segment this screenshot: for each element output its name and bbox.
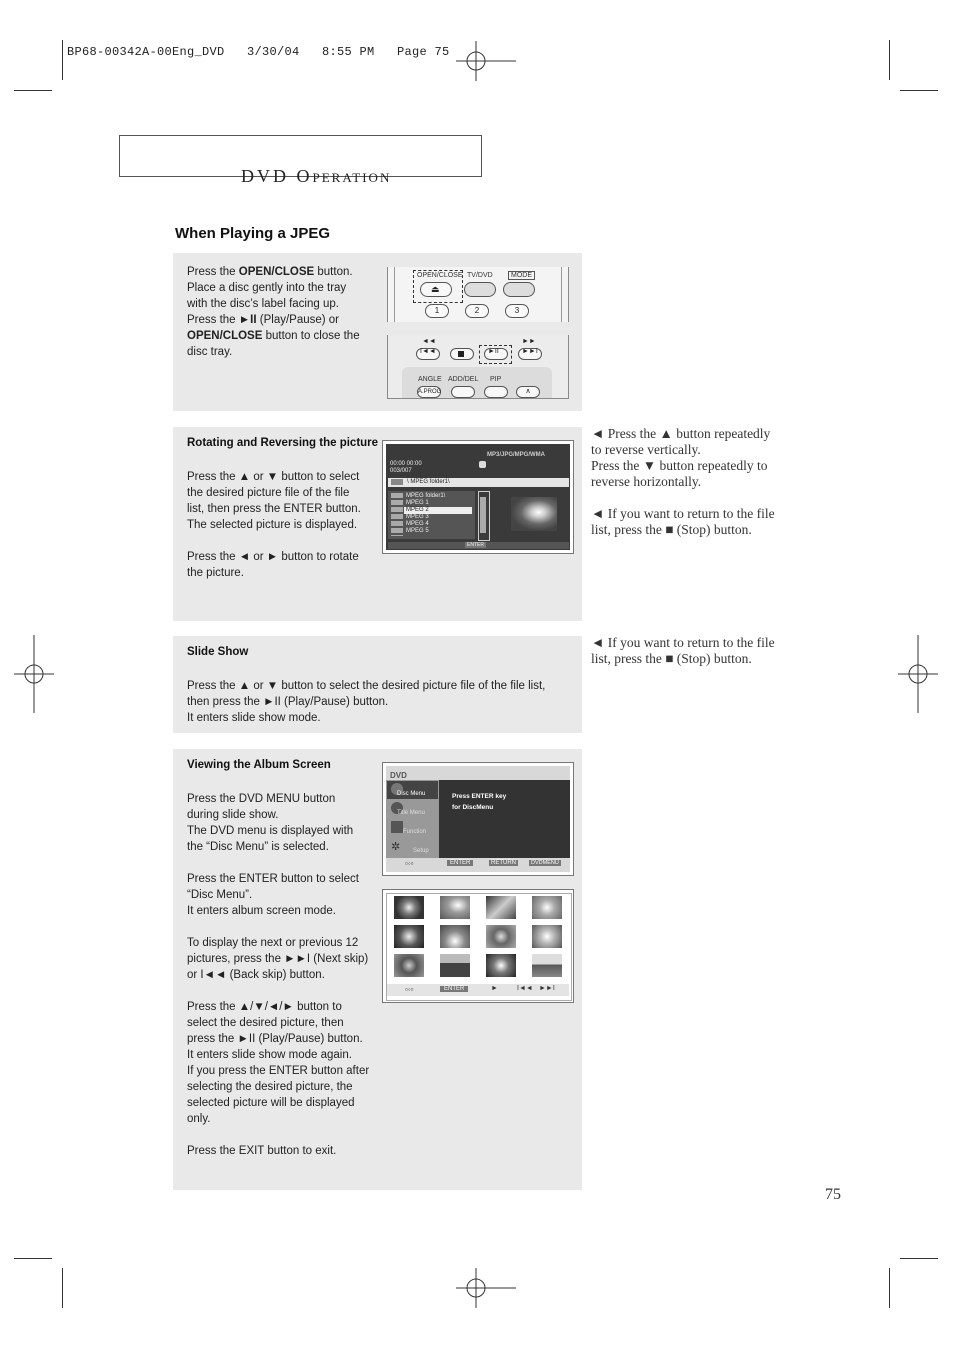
note-line: ◄ Press the ▲ button repeatedly [591,426,771,441]
text-line: “Disc Menu”. [187,889,253,901]
print-header: BP68-00342A-00Eng_DVD 3/30/04 8:55 PM Page 75 [67,45,450,59]
text-line: select the desired picture, then [187,1017,344,1029]
remote-illustration-bottom [387,335,569,399]
play-pause-icon: ►II [488,348,499,355]
stop-icon [458,351,464,357]
eject-icon: ⏏ [431,284,440,294]
text-line: Press the ▲ or ▼ button to select the desired picture file of the file list, [187,680,546,692]
text-line: Press the ▲ or ▼ button to select [187,471,360,483]
text-line: Press the ENTER button to select [187,873,359,885]
page-number: 75 [825,1186,841,1203]
dvdmenu-button[interactable]: DVDMENU [531,860,559,866]
dvd-menu-screen [382,762,574,876]
panel4-text [187,791,373,1159]
scrollbar-thumb[interactable] [480,497,486,533]
remote-label: ANGLE [418,376,442,383]
text-line: list, then press the ENTER button. [187,503,361,515]
remote-edge [394,267,395,322]
registration-mark-icon [14,635,54,713]
text-line: with the disc’s label facing up. [187,298,339,310]
panel2-subtitle: Rotating and Reversing the picture [187,437,379,449]
format-label: MP3/JPG/MPG/WMA [487,452,546,458]
message-line: for DiscMenu [452,804,494,811]
panel3-subtitle: Slide Show [187,646,249,658]
text-line: It enters album screen mode. [187,905,336,917]
note-rotate [591,426,821,538]
text-line [187,264,372,280]
text: Press the [187,266,239,278]
tv-dvd-button[interactable] [464,282,496,297]
text-line [187,312,372,328]
enter-label: ENTER [467,542,484,548]
album-thumbnail[interactable] [394,954,424,977]
panel2-text [187,469,372,581]
note-line: ◄ If you want to return to the file [591,635,775,650]
note-line: list, press the ■ (Stop) button. [591,651,752,666]
text: button. [314,266,353,278]
text-line: Press the ◄ or ► button to rotate [187,551,359,563]
remote-label: TV/DVD [467,272,493,279]
file-list [388,491,475,539]
remote-label: ADD/DEL [448,376,479,383]
remote-illustration-top [387,267,569,322]
page-heading: When Playing a JPEG [175,225,331,242]
disc-icon [479,461,486,468]
album-thumbnail[interactable] [440,925,470,948]
note-line: ◄ If you want to return to the file [591,506,775,521]
aprog-button[interactable]: A.PROG [417,386,441,398]
function-icon [391,821,403,833]
text-line: press the ►II (Play/Pause) button. [187,1033,363,1045]
text-line: If you press the ENTER button after [187,1065,370,1077]
text-line: or I◄◄ (Back skip) button. [187,969,325,981]
album-screen [382,889,574,1003]
enter-button[interactable]: ENTER [440,986,468,992]
file-icons [391,493,403,536]
next-skip-icon: ►►I [522,348,538,355]
number-2-button[interactable]: 2 [465,304,489,318]
rewind-icon: ◄◄ [422,338,436,345]
menu-item[interactable]: Function [403,829,427,835]
text-line: The DVD menu is displayed with [187,825,354,837]
menu-item[interactable]: Disc Menu [397,791,426,797]
text-line: the picture. [187,567,244,579]
dvd-label: DVD [390,771,407,780]
album-thumbnail[interactable] [394,896,424,919]
text-line: Press the DVD MENU button [187,793,336,805]
setup-icon: ✲ [391,841,401,853]
note-line: to reverse vertically. [591,442,701,457]
panel4-subtitle: Viewing the Album Screen [187,759,331,771]
text-line: during slide show. [187,809,279,821]
key-label: OPEN/CLOSE [187,330,263,342]
album-thumbnail[interactable] [440,954,470,977]
list-item[interactable]: MPEG 4 [406,521,429,527]
album-thumbnail[interactable] [440,896,470,919]
remote-edge [561,267,562,322]
text: button to close the [262,330,360,342]
album-thumbnail[interactable] [394,925,424,948]
album-thumbnail[interactable] [532,896,562,919]
enter-button[interactable]: ENTER [447,860,473,866]
panel3-text [187,678,577,726]
list-item[interactable]: MPEG 1 [406,500,429,506]
mode-button[interactable] [503,282,535,297]
play-icon[interactable]: ► [491,985,498,992]
text-line: selected picture will be displayed [187,1097,355,1109]
text-line: It enters slide show mode. [187,712,321,724]
registration-mark-icon [898,635,938,713]
crop-mark [900,90,938,91]
panel1-text [187,264,372,360]
up-button[interactable]: ∧ [516,386,540,398]
folder-icon [391,479,403,485]
crop-mark [14,90,52,91]
number-1-button[interactable]: 1 [425,304,449,318]
note-line: Press the ▼ button repeatedly to [591,458,768,473]
file-count: 003/007 [390,468,412,474]
crop-mark [62,1268,63,1308]
title-part: PERATION [312,170,392,185]
key-label: OPEN/CLOSE [238,266,315,278]
title-part: O [296,166,313,186]
list-item[interactable]: MPEG 3 [406,514,429,520]
text-line: selecting the desired picture, the [187,1081,353,1093]
crop-mark [14,1258,52,1259]
note-stop [591,635,821,667]
list-item[interactable]: MPEG 2 [406,507,429,513]
return-button[interactable]: RETURN [491,860,516,866]
note-line: reverse horizontally. [591,474,702,489]
path-label: \ MPEG folder1\ [407,479,450,485]
time-readout: 00:00 00:00 [390,461,422,467]
text-line: pictures, press the ►►I (Next skip) [187,953,369,965]
registration-mark-icon [456,41,516,81]
registration-mark-icon [456,1268,516,1308]
text: (Play/Pause) or [256,314,340,326]
text-line: the desired picture file of the file [187,487,350,499]
text-line: Press the EXIT button to exit. [187,1145,337,1157]
crop-mark [889,1268,890,1308]
remote-label: PIP [490,376,502,383]
next-skip-icon[interactable]: ►►I [539,985,555,992]
key-label: ►II [238,314,257,326]
preview-image [511,497,557,531]
pip-button[interactable] [484,386,508,398]
text-line: only. [187,1113,211,1125]
file-list-screen [382,440,574,554]
section-title [226,145,391,187]
note-line: list, press the ■ (Stop) button. [591,522,752,537]
text-line: the “Disc Menu” is selected. [187,841,329,853]
remote-label: OPEN/CLOSE [417,272,463,279]
album-thumbnail[interactable] [532,954,562,977]
text-line: The selected picture is displayed. [187,519,358,531]
arrow-keys-icon: ▫◦▫ [405,859,414,868]
crop-mark [900,1258,938,1259]
album-thumbnail[interactable] [486,925,516,948]
back-skip-icon: I◄◄ [420,348,436,355]
album-thumbnail[interactable] [486,954,516,977]
album-thumbnail[interactable] [532,925,562,948]
text-line: disc tray. [187,346,233,358]
title-part: DVD [241,166,297,186]
fast-forward-icon: ►► [522,338,536,345]
add-del-button[interactable] [451,386,475,398]
crop-mark [889,40,890,80]
message-line: Press ENTER key [452,793,507,800]
text-line: To display the next or previous 12 [187,937,359,949]
text-line: Press the ▲/▼/◄/► button to [187,1001,342,1013]
text-line: then press the ►II (Play/Pause) button. [187,696,389,708]
text: Press the [187,314,239,326]
menu-item[interactable]: Setup [413,848,429,854]
remote-label: MODE [508,271,535,280]
list-item[interactable]: MPEG 5 [406,528,429,534]
crop-mark [62,40,63,80]
back-skip-icon[interactable]: I◄◄ [517,985,533,992]
menu-item[interactable]: Title Menu [397,810,425,816]
list-item[interactable]: MPEG folder1\ [406,493,446,499]
arrow-keys-icon: ▫◦▫ [405,985,414,994]
menu-message [452,791,506,813]
text-line [187,328,372,344]
album-thumbnail[interactable] [486,896,516,919]
number-3-button[interactable]: 3 [505,304,529,318]
text-line: It enters slide show mode again. [187,1049,352,1061]
text-line: Place a disc gently into the tray [187,282,347,294]
